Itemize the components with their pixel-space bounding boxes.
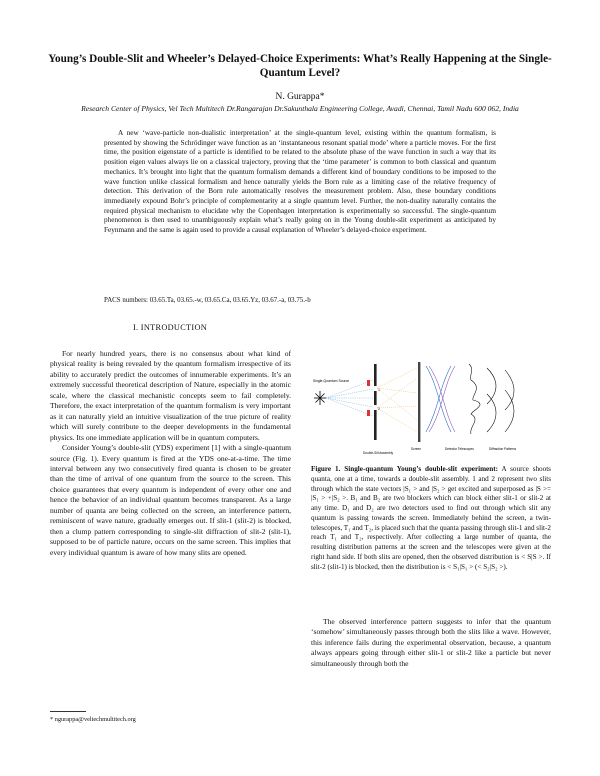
caption-label: Figure 1. [311,465,341,473]
author-name: N. Gurappa* [275,92,325,102]
blocker-b2 [367,410,370,416]
single-slit-patterns [487,368,514,432]
figure-label-slits: Double-Slit Assembly [363,451,394,455]
svg-text:2: 2 [378,407,380,411]
intro-paragraph: For nearly hundred years, there is no consensus about what kind of physical reality is being revealed by the quantum formalism irrespective of its ability to accurately predict the outcomes of innumerable experiments. It’s an extremely successful theoretical description of Nature, especially in the atomic scale, where the classical mechanistic concepts seem to fail completely. Therefore, the exact interpretation of the quantum formalism is very important as it can naturally yield an intuitive visualization of the true picture of reality which will surely contribute to the deeper developments in the fundamental physics. Its one immediate application will be in quantum computers. [50,349,291,442]
figure-1-diagram [311,358,551,460]
abstract: A new ‘wave-particle non-dualistic interpretation’ at the single-quantum level, existing within the quantum formalism, is presented by showing the Schrödinger wave function as an ‘instantaneous resonant spatial mode’ where a particle moves. For the first time, the position eigenstate of a particle is identified to be related to the absolute phase of the wave function in such a way that its position eigen values always lie on a classical trajectory, proving that the ‘time parameter’ is common to both classical and quantum mechanics. It’s brought into light that the quantum formalism demands a different kind of boundary conditions to be imposed to the wave function unlike classical formalism and hence naturally yields the Born rule as a limiting case of the relative frequency of detection. This derivation of the Born rule automatically resolves the measurement problem. Also, these boundary conditions immediately expound Bohr’s principle of complementarity at a single quantum level. Further, the non-duality naturally contains the required physical mechanism to elucidate why the Copenhagen interpretation is experimentally so successful. The single-quantum phenomenon is then used to unambiguously explain what’s really going on in the Young double-slit experiment as anticipated by Feynmann and the same is again used to provide a causal explanation of Wheeler’s delayed-choice experiment. [104,129,496,235]
figure-label-source: Single-Quantum Source [313,379,350,383]
interference-pattern [469,364,480,434]
figure-label-patterns: Diffraction Patterns [489,447,517,451]
pacs-numbers: PACS numbers: 03.65.Ta, 03.65.-w, 03.65.Ca, 03.65.Yz, 03.67.-a, 03.75.-b [104,297,311,304]
telescope-paths [426,366,455,432]
caption-title: Single-quantum Young’s double-slit experiment: [344,465,498,473]
figure-label-screen: Screen [411,447,422,451]
caption-body: A source shoots quanta, one at a time, towards a double-slit assembly. 1 and 2 represent two slits through which the state vectors |S₁ > and |S₂ > get excited and superposed as |S >= |S₁ > +|S₂ >. B₁ and B₂ are two blockers which can block either slit-1 or slit-2 at any time. D₁ and D₂ are two detectors used to find out through which slit any quantum is passing towards the screen. Immediately behind the screen, a twin-telescopes, T₁ and T₂, is placed such that the quanta passing through slit-1 and slit-2 reach T₁ and T₂, respectively. After collecting a large number of quanta, the resulting distribution patterns at the screen and the telescopes were given at the right hand side. If both slits are opened, then the observed distribution is < S|S >. If slit-2 (slit-1) is blocked, then the distribution is < S₁|S₁ > (< S₂|S₂ >). [311,465,551,571]
section-heading-introduction: I. INTRODUCTION [132,323,208,332]
figure-1-caption [311,465,551,572]
diffraction-lines [377,368,417,432]
figure-label-telescopes: Detector Telescopes [445,447,474,451]
intro-column-left [50,349,291,558]
svg-text:1: 1 [378,388,380,392]
source-marker [314,391,326,405]
intro-column-right [311,617,551,669]
blocker-b1 [367,380,370,386]
double-slit-wall [374,364,377,440]
footnote-rule [50,711,86,712]
intro-paragraph: The observed interference pattern suggests to infer that the quantum ‘somehow’ simultaneously passes through both the slits like a wave. However, this inference fails during the experimental observation, because, a quantum always appears going through either slit-1 or slit-2 like a particle but never simultaneously through both the [311,617,551,668]
footnote-email: * ngurappa@veltechmultitech.org [50,716,136,723]
emission-lines [326,380,373,416]
paper-title: Young’s Double-Slit and Wheeler’s Delayed-Choice Experiments: What’s Really Happening at the Single-Quantum Level? [48,53,552,79]
screen-bar [418,362,420,442]
intro-paragraph: Consider Young’s double-slit (YDS) experiment [1] with a single-quantum source (Fig. 1). Every quantum is fired at the YDS one-at-a-time. The time interval between any two consecutively fired quanta is chosen to be greater than the time of arrival of one quantum from the source to the screen. This choice guarantees that every quantum is independent of every other one and hence the behavior of an individual quantum becomes transparent. As a large number of quanta are being collected on the screen, an interference pattern, reminiscent of wave nature, gradually emerges out. If slit-1 (slit-2) is blocked, then a clump pattern corresponding to single-slit diffraction of slit-2 (slit-1), supposed to be of particle nature, occurs on the same screen. This implies that every individual quantum is aware of how many slits are opened. [50,443,291,557]
author-affiliation: Research Center of Physics, Vel Tech Multitech Dr.Rangarajan Dr.Sakunthala Engineering College, Avadi, Chennai, Tamil Nadu 600 062, India [81,104,519,113]
